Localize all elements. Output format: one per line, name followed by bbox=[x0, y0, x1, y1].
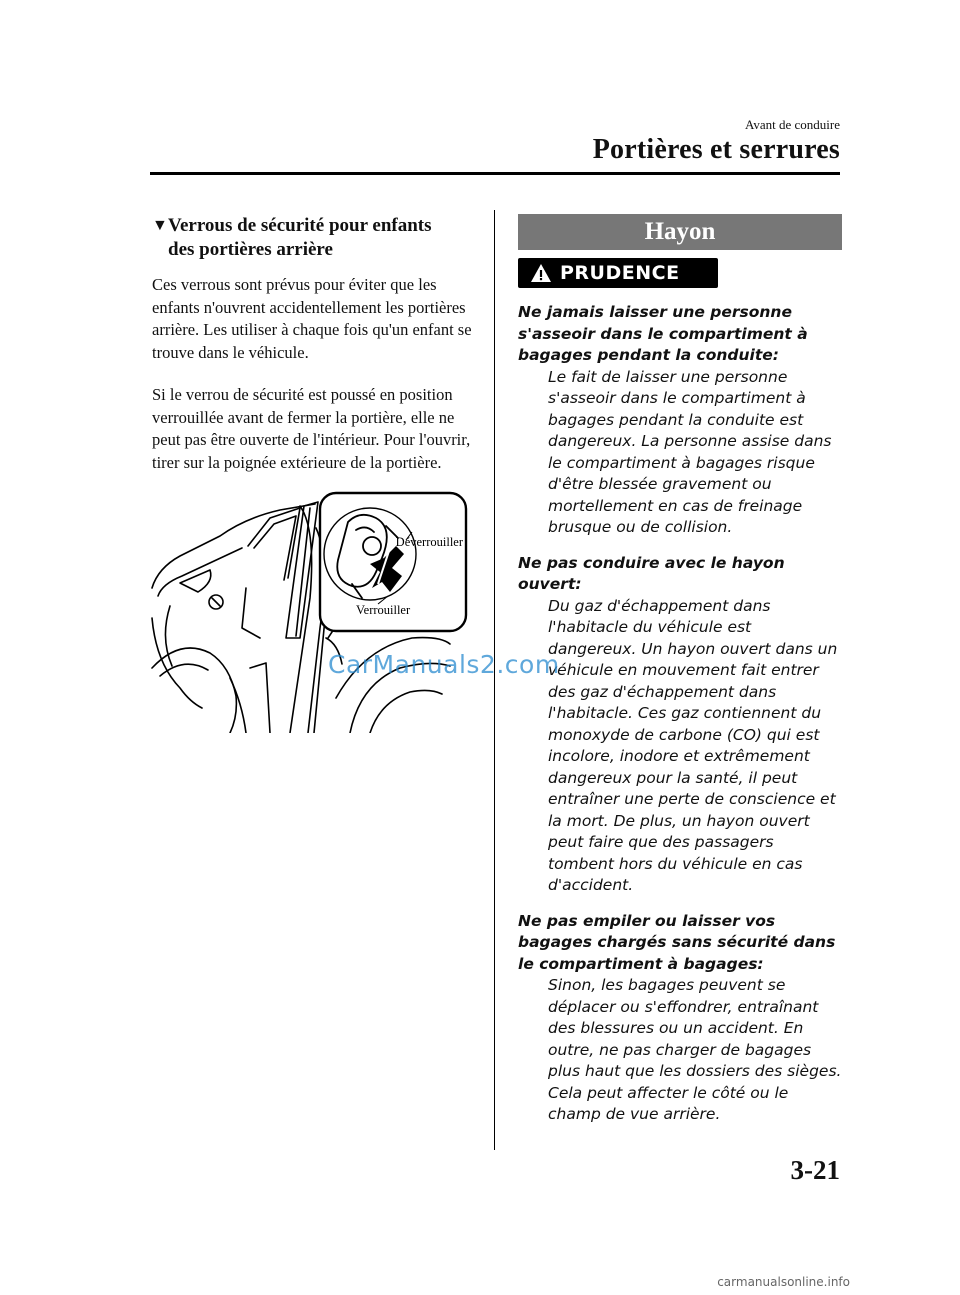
caution-item-body: Sinon, les bagages peuvent se déplacer ou s'effondrer, entraînant des blessures ou un accident. En outre, ne pas charger de bagages plus haut que les dossiers des sièges. Cela peut affecter le côté ou le champ de vue arrière. bbox=[548, 976, 842, 1123]
caution-label: PRUDENCE bbox=[560, 262, 680, 284]
warning-icon bbox=[530, 263, 552, 283]
unlock-label: Déverrouiller bbox=[395, 535, 463, 549]
caution-item-body: Le fait de laisser une personne s'asseoir dans le compartiment à bagages pendant la conduite est dangereux. La personne assise dans le compartiment à bagages risque d'être blessée gravement ou mortellement en cas de freinage brusque ou de collision. bbox=[548, 367, 832, 536]
caution-item-heading: Ne pas conduire avec le hayon ouvert: bbox=[518, 553, 785, 593]
section-heading-text bbox=[168, 214, 432, 262]
caution-item bbox=[518, 911, 842, 1126]
page-title: Portières et serrures bbox=[592, 134, 840, 165]
footer-site: carmanualsonline.info bbox=[717, 1275, 850, 1289]
paragraph: Si le verrou de sécurité est poussé en position verrouillée avant de fermer la portière, elle ne peut pas être ouverte de l'intérieur. Pour l'ouvrir, tirer sur la poignée extérieure de la portière. bbox=[152, 385, 471, 472]
chapter-label: Avant de conduire bbox=[744, 117, 840, 132]
triangle-bullet-icon: ▼ bbox=[152, 217, 168, 234]
page-number: 3-21 bbox=[790, 1155, 840, 1185]
section-title-bar: Hayon bbox=[518, 214, 842, 250]
watermark: CarManuals2.com bbox=[328, 650, 560, 679]
child-lock-illustration bbox=[150, 488, 468, 733]
column-divider bbox=[494, 210, 495, 1150]
paragraph: Ces verrous sont prévus pour éviter que les enfants n'ouvrent accidentellement les portières arrière. Les utiliser à chaque fois qu'un enfant se trouve dans le véhicule. bbox=[152, 275, 472, 362]
caution-badge bbox=[518, 258, 718, 288]
header-rule bbox=[150, 172, 840, 175]
caution-item bbox=[518, 553, 842, 897]
caution-item-heading: Ne jamais laisser une personne s'asseoir dans le compartiment à bagages pendant la conduite: bbox=[518, 303, 808, 364]
section-heading bbox=[152, 214, 472, 262]
right-column bbox=[518, 214, 842, 1126]
caution-item bbox=[518, 302, 842, 539]
heading-line: des portières arrière bbox=[168, 239, 333, 260]
heading-line: Verrous de sécurité pour enfants bbox=[168, 215, 432, 236]
lock-label: Verrouiller bbox=[356, 603, 411, 617]
caution-item-heading: Ne pas empiler ou laisser vos bagages chargés sans sécurité dans le compartiment à bagages: bbox=[518, 911, 836, 973]
left-column bbox=[152, 214, 472, 474]
caution-item-body: Du gaz d'échappement dans l'habitacle du véhicule est dangereux. Un hayon ouvert dans un véhicule en mouvement fait entrer des gaz d'échappement dans l'habitacle. Ces gaz contiennent du monoxyde de carbone (CO) qui est incolore, inodore et extrêmement dangereux pour la santé, il peut entraîner une perte de conscience et la mort. De plus, un hayon ouvert peut faire que des passagers tombent hors du véhicule en cas d'accident. bbox=[548, 596, 838, 894]
